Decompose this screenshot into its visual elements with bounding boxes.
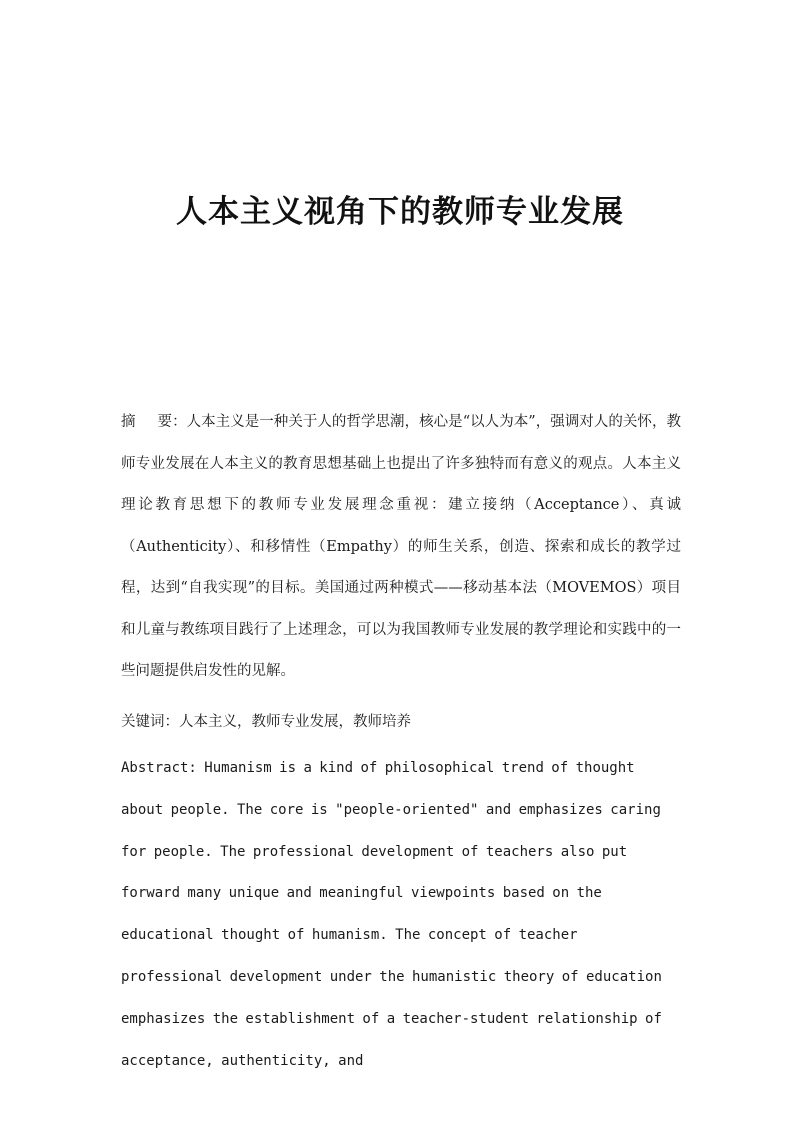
english-abstract-text: Humanism is a kind of philosophical trend of thought about people. The core is "people-oriented" and emphasizes caring for people. The professional development of teachers also put forward many unique and meaningful viewpoints based on the educational thought of humanism. The concept of teacher professional development under the humanistic theory of education emphasizes the establishment of a teacher-student relationship of acceptance, authenticity, and — [121, 760, 662, 1069]
keywords-text: 人本主义，教师专业发展，教师培养 — [179, 714, 411, 730]
english-abstract — [121, 748, 683, 1082]
chinese-abstract-text: 人本主义是一种关于人的哲学思潮，核心是“以人为本”，强调对人的关怀，教师专业发展在人本主义的教育思想基础上也提出了许多独特而有意义的观点。人本主义理论教育思想下的教师专业发展理念重视：建立接纳（Acceptance）、真诚（Authenticity）、和移情性（Empathy）的师生关系，创造、探索和成长的教学过程，达到“自我实现”的目标。美国通过两种模式——移动基本法（MOVEMOS）项目和儿童与教练项目践行了上述理念，可以为我国教师专业发展的教学理论和实践中的一些问题提供启发性的见解。 — [121, 414, 681, 679]
keywords-label: 关键词： — [121, 714, 179, 730]
chinese-abstract-label-part1: 摘 — [121, 414, 136, 430]
chinese-abstract-label-part2: 要： — [157, 414, 187, 430]
english-abstract-label: Abstract: — [121, 760, 197, 776]
document-title: 人本主义视角下的教师专业发展 — [176, 194, 624, 230]
chinese-abstract — [121, 402, 681, 693]
keywords-line — [121, 702, 681, 744]
